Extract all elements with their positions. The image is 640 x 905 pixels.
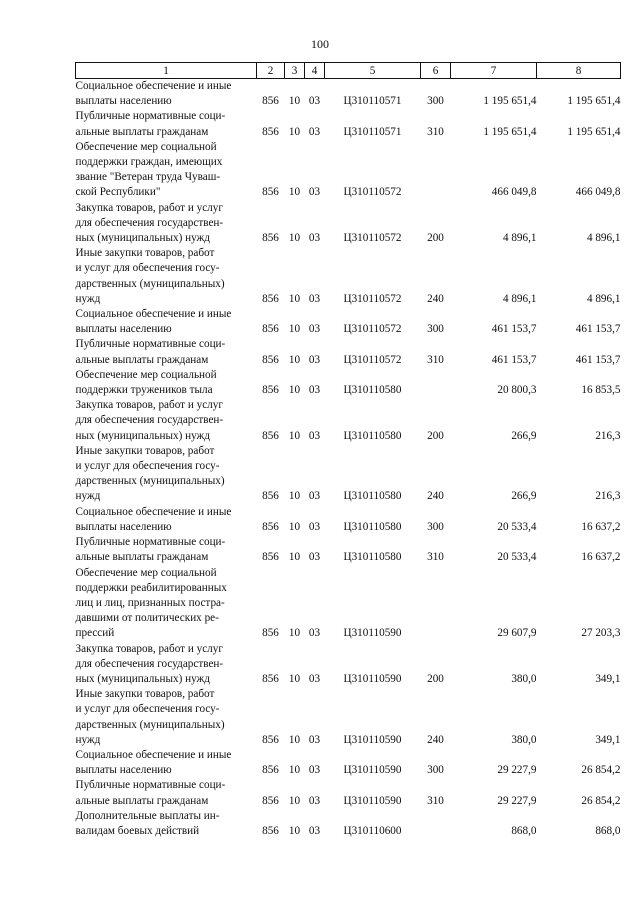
expense-name-cell: [76, 201, 257, 247]
table-header-row: [76, 63, 621, 79]
expense-name-line: Иные закупки товаров, работ: [75, 688, 215, 701]
expense-name-line: Социальное обеспечение и иные: [75, 505, 232, 518]
cell-c8: 868,0: [595, 824, 621, 837]
cell-c8: 16 637,2: [581, 520, 621, 533]
expense-name-line: валидам боевых действий: [75, 824, 200, 837]
table-row: [76, 79, 621, 110]
cell-c3: 10: [288, 824, 301, 837]
cell-c7: 4 896,1: [502, 292, 537, 305]
table-row: [76, 337, 621, 367]
cell-c4: 03: [308, 125, 321, 138]
cell-c6: 240: [427, 490, 444, 503]
expense-name-cell: [76, 535, 257, 565]
cell-c3: 10: [288, 794, 301, 807]
cell-c6: 200: [427, 232, 444, 245]
cell-c7: 20 800,3: [497, 384, 537, 397]
table-row: [76, 398, 621, 444]
cell-c5: Ц310110571: [343, 95, 402, 108]
cell-c8: 349,1: [595, 733, 621, 746]
expense-name-cell: [76, 398, 257, 444]
cell-c2: 856: [262, 292, 279, 305]
page-number: 100: [311, 37, 329, 51]
column-header: 7: [451, 63, 537, 79]
cell-c2: 856: [262, 429, 279, 442]
cell-c2: 856: [262, 95, 279, 108]
cell-c8: 216,3: [595, 490, 621, 503]
cell-c3: 10: [288, 627, 301, 640]
cell-c5: Ц310110590: [343, 764, 402, 777]
cell-c5: Ц310110600: [343, 824, 402, 837]
table-row: [76, 140, 621, 201]
cell-c4: 03: [308, 824, 321, 837]
cell-c4: 03: [308, 186, 321, 199]
table-row: [76, 444, 621, 505]
cell-c7: 4 896,1: [502, 232, 537, 245]
cell-c6: 240: [427, 292, 444, 305]
cell-c8: 16 637,2: [581, 551, 621, 564]
expense-name-line: дарственных (муниципальных): [75, 277, 225, 290]
expense-name-line: выплаты населению: [75, 323, 172, 336]
expense-name-line: альные выплаты гражданам: [75, 353, 209, 366]
expense-name-cell: [76, 642, 257, 688]
cell-c5: Ц310110572: [343, 186, 402, 199]
cell-c6: 300: [427, 95, 444, 108]
expense-name-line: Социальное обеспечение и иные: [75, 748, 232, 761]
expense-name-line: звание "Ветеран труда Чуваш-: [75, 171, 221, 184]
expense-name-line: Закупка товаров, работ и услуг: [75, 399, 223, 412]
column-header: 8: [537, 63, 621, 79]
cell-c2: 856: [262, 323, 279, 336]
expense-name-line: Публичные нормативные соци-: [75, 779, 226, 792]
budget-table: [75, 62, 621, 839]
expense-name-cell: [76, 246, 257, 307]
table-row: [76, 809, 621, 839]
cell-c5: Ц310110590: [343, 672, 402, 685]
cell-c4: 03: [308, 764, 321, 777]
cell-c7: 868,0: [511, 824, 537, 837]
cell-c2: 856: [262, 186, 279, 199]
expense-name-line: для обеспечения государствен-: [75, 216, 224, 229]
expense-name-line: поддержки тружеников тыла: [75, 384, 213, 397]
expense-name-cell: [76, 505, 257, 535]
expense-name-line: Социальное обеспечение и иные: [75, 80, 232, 92]
cell-c5: Ц310110590: [343, 794, 402, 807]
cell-c4: 03: [308, 627, 321, 640]
expense-name-cell: [76, 368, 257, 398]
cell-c6: [421, 566, 451, 642]
table-row: [76, 201, 621, 247]
cell-c2: 856: [262, 733, 279, 746]
cell-c5: Ц310110572: [343, 323, 402, 336]
expense-name-cell: [76, 778, 257, 808]
cell-c7: 20 533,4: [497, 520, 537, 533]
expense-name-cell: [76, 109, 257, 139]
cell-c5: Ц310110580: [343, 384, 402, 397]
expense-name-line: Дополнительные выплаты ин-: [75, 809, 220, 822]
cell-c8: 1 195 651,4: [567, 125, 621, 138]
cell-c7: 461 153,7: [491, 353, 537, 366]
cell-c4: 03: [308, 292, 321, 305]
cell-c3: 10: [288, 292, 301, 305]
column-header: 5: [325, 63, 421, 79]
cell-c7: 380,0: [511, 672, 537, 685]
expense-name-line: для обеспечения государствен-: [75, 414, 224, 427]
expense-name-line: ных (муниципальных) нужд: [75, 429, 210, 442]
cell-c8: 4 896,1: [586, 232, 621, 245]
table-row: [76, 748, 621, 778]
cell-c6: 200: [427, 672, 444, 685]
cell-c4: 03: [308, 353, 321, 366]
expense-name-line: для обеспечения государствен-: [75, 657, 224, 670]
cell-c7: 380,0: [511, 733, 537, 746]
expense-name-cell: [76, 79, 257, 110]
cell-c6: 300: [427, 764, 444, 777]
expense-name-line: альные выплаты гражданам: [75, 551, 209, 564]
table-row: [76, 368, 621, 398]
cell-c6: 300: [427, 520, 444, 533]
cell-c4: 03: [308, 551, 321, 564]
cell-c4: 03: [308, 733, 321, 746]
expense-name-line: альные выплаты гражданам: [75, 794, 209, 807]
expense-name-line: Публичные нормативные соци-: [75, 110, 226, 123]
cell-c8: 461 153,7: [575, 323, 621, 336]
expense-name-line: дарственных (муниципальных): [75, 718, 225, 731]
cell-c8: 26 854,2: [581, 794, 621, 807]
cell-c8: 27 203,3: [581, 627, 621, 640]
cell-c3: 10: [288, 429, 301, 442]
cell-c8: 4 896,1: [586, 292, 621, 305]
expense-name-line: лиц и лиц, признанных постра-: [75, 596, 225, 609]
expense-name-line: выплаты населению: [75, 95, 172, 108]
cell-c7: 266,9: [511, 490, 537, 503]
table-row: [76, 687, 621, 748]
expense-name-line: Обеспечение мер социальной: [75, 368, 217, 381]
expense-name-cell: [76, 307, 257, 337]
cell-c7: 266,9: [511, 429, 537, 442]
cell-c8: 16 853,5: [581, 384, 621, 397]
expense-name-cell: [76, 748, 257, 778]
cell-c2: 856: [262, 490, 279, 503]
cell-c3: 10: [288, 733, 301, 746]
cell-c5: Ц310110580: [343, 551, 402, 564]
table-row: [76, 566, 621, 642]
cell-c4: 03: [308, 323, 321, 336]
cell-c6: [421, 140, 451, 201]
cell-c4: 03: [308, 490, 321, 503]
cell-c6: 300: [427, 323, 444, 336]
column-header: 1: [76, 63, 257, 79]
expense-name-line: и услуг для обеспечения госу-: [75, 703, 220, 716]
expense-name-line: и услуг для обеспечения госу-: [75, 262, 220, 275]
cell-c5: Ц310110590: [343, 733, 402, 746]
cell-c4: 03: [308, 384, 321, 397]
cell-c8: 1 195 651,4: [567, 95, 621, 108]
cell-c3: 10: [288, 232, 301, 245]
cell-c6: 310: [427, 353, 444, 366]
expense-name-line: Обеспечение мер социальной: [75, 566, 217, 579]
expense-name-line: нужд: [75, 292, 101, 305]
cell-c3: 10: [288, 490, 301, 503]
expense-name-cell: [76, 140, 257, 201]
cell-c7: 461 153,7: [491, 323, 537, 336]
expense-name-line: Публичные нормативные соци-: [75, 338, 226, 351]
cell-c6: [421, 809, 451, 839]
expense-name-line: Закупка товаров, работ и услуг: [75, 642, 223, 655]
cell-c6: [421, 368, 451, 398]
expense-name-line: выплаты населению: [75, 764, 172, 777]
cell-c4: 03: [308, 95, 321, 108]
cell-c7: 20 533,4: [497, 551, 537, 564]
cell-c2: 856: [262, 551, 279, 564]
expense-name-cell: [76, 809, 257, 839]
expense-name-line: давшими от политических ре-: [75, 612, 219, 625]
cell-c3: 10: [288, 95, 301, 108]
table-row: [76, 642, 621, 688]
cell-c3: 10: [288, 551, 301, 564]
cell-c2: 856: [262, 672, 279, 685]
cell-c5: Ц310110572: [343, 292, 402, 305]
cell-c7: 29 227,9: [497, 764, 537, 777]
cell-c2: 856: [262, 353, 279, 366]
cell-c6: 310: [427, 125, 444, 138]
cell-c7: 29 227,9: [497, 794, 537, 807]
table-row: [76, 505, 621, 535]
cell-c2: 856: [262, 764, 279, 777]
cell-c2: 856: [262, 627, 279, 640]
cell-c3: 10: [288, 520, 301, 533]
cell-c4: 03: [308, 232, 321, 245]
cell-c2: 856: [262, 232, 279, 245]
cell-c2: 856: [262, 824, 279, 837]
cell-c3: 10: [288, 764, 301, 777]
cell-c8: 466 049,8: [575, 186, 621, 199]
table-row: [76, 535, 621, 565]
cell-c6: 200: [427, 429, 444, 442]
expense-name-line: Социальное обеспечение и иные: [75, 308, 232, 321]
cell-c3: 10: [288, 353, 301, 366]
expense-name-line: ных (муниципальных) нужд: [75, 232, 210, 245]
cell-c7: 1 195 651,4: [483, 125, 537, 138]
cell-c2: 856: [262, 384, 279, 397]
expense-name-line: ных (муниципальных) нужд: [75, 672, 210, 685]
expense-name-cell: [76, 566, 257, 642]
cell-c3: 10: [288, 384, 301, 397]
cell-c7: 466 049,8: [491, 186, 537, 199]
expense-name-line: ской Республики": [75, 186, 161, 199]
cell-c3: 10: [288, 186, 301, 199]
cell-c3: 10: [288, 125, 301, 138]
cell-c4: 03: [308, 672, 321, 685]
cell-c5: Ц310110571: [343, 125, 402, 138]
expense-name-cell: [76, 337, 257, 367]
table-row: [76, 778, 621, 808]
table-row: [76, 109, 621, 139]
expense-name-line: нужд: [75, 733, 101, 746]
expense-name-line: Обеспечение мер социальной: [75, 140, 217, 153]
column-header: 3: [285, 63, 305, 79]
cell-c8: 26 854,2: [581, 764, 621, 777]
cell-c5: Ц310110572: [343, 353, 402, 366]
cell-c2: 856: [262, 794, 279, 807]
cell-c8: 349,1: [595, 672, 621, 685]
expense-name-cell: [76, 444, 257, 505]
expense-name-line: поддержки граждан, имеющих: [75, 156, 223, 169]
expense-name-line: поддержки реабилитированных: [75, 581, 227, 594]
cell-c3: 10: [288, 672, 301, 685]
cell-c4: 03: [308, 520, 321, 533]
expense-name-line: Публичные нормативные соци-: [75, 536, 226, 549]
cell-c8: 461 153,7: [575, 353, 621, 366]
cell-c2: 856: [262, 125, 279, 138]
cell-c6: 310: [427, 551, 444, 564]
expense-name-line: прессий: [75, 627, 115, 640]
cell-c8: 216,3: [595, 429, 621, 442]
expense-name-line: Иные закупки товаров, работ: [75, 444, 215, 457]
table-row: [76, 307, 621, 337]
column-header: 4: [305, 63, 325, 79]
expense-name-line: и услуг для обеспечения госу-: [75, 460, 220, 473]
cell-c4: 03: [308, 794, 321, 807]
expense-name-line: Иные закупки товаров, работ: [75, 247, 215, 260]
expense-name-line: Закупка товаров, работ и услуг: [75, 201, 223, 214]
expense-name-line: нужд: [75, 490, 101, 503]
cell-c5: Ц310110580: [343, 520, 402, 533]
cell-c2: 856: [262, 520, 279, 533]
cell-c4: 03: [308, 429, 321, 442]
expense-name-line: выплаты населению: [75, 520, 172, 533]
cell-c3: 10: [288, 323, 301, 336]
cell-c6: 240: [427, 733, 444, 746]
expense-name-line: альные выплаты гражданам: [75, 125, 209, 138]
cell-c5: Ц310110590: [343, 627, 402, 640]
column-header: 2: [257, 63, 285, 79]
expense-name-cell: [76, 687, 257, 748]
cell-c5: Ц310110572: [343, 232, 402, 245]
table-row: [76, 246, 621, 307]
column-header: 6: [421, 63, 451, 79]
expense-name-line: дарственных (муниципальных): [75, 475, 225, 488]
cell-c6: 310: [427, 794, 444, 807]
cell-c7: 29 607,9: [497, 627, 537, 640]
cell-c5: Ц310110580: [343, 429, 402, 442]
cell-c7: 1 195 651,4: [483, 95, 537, 108]
cell-c5: Ц310110580: [343, 490, 402, 503]
